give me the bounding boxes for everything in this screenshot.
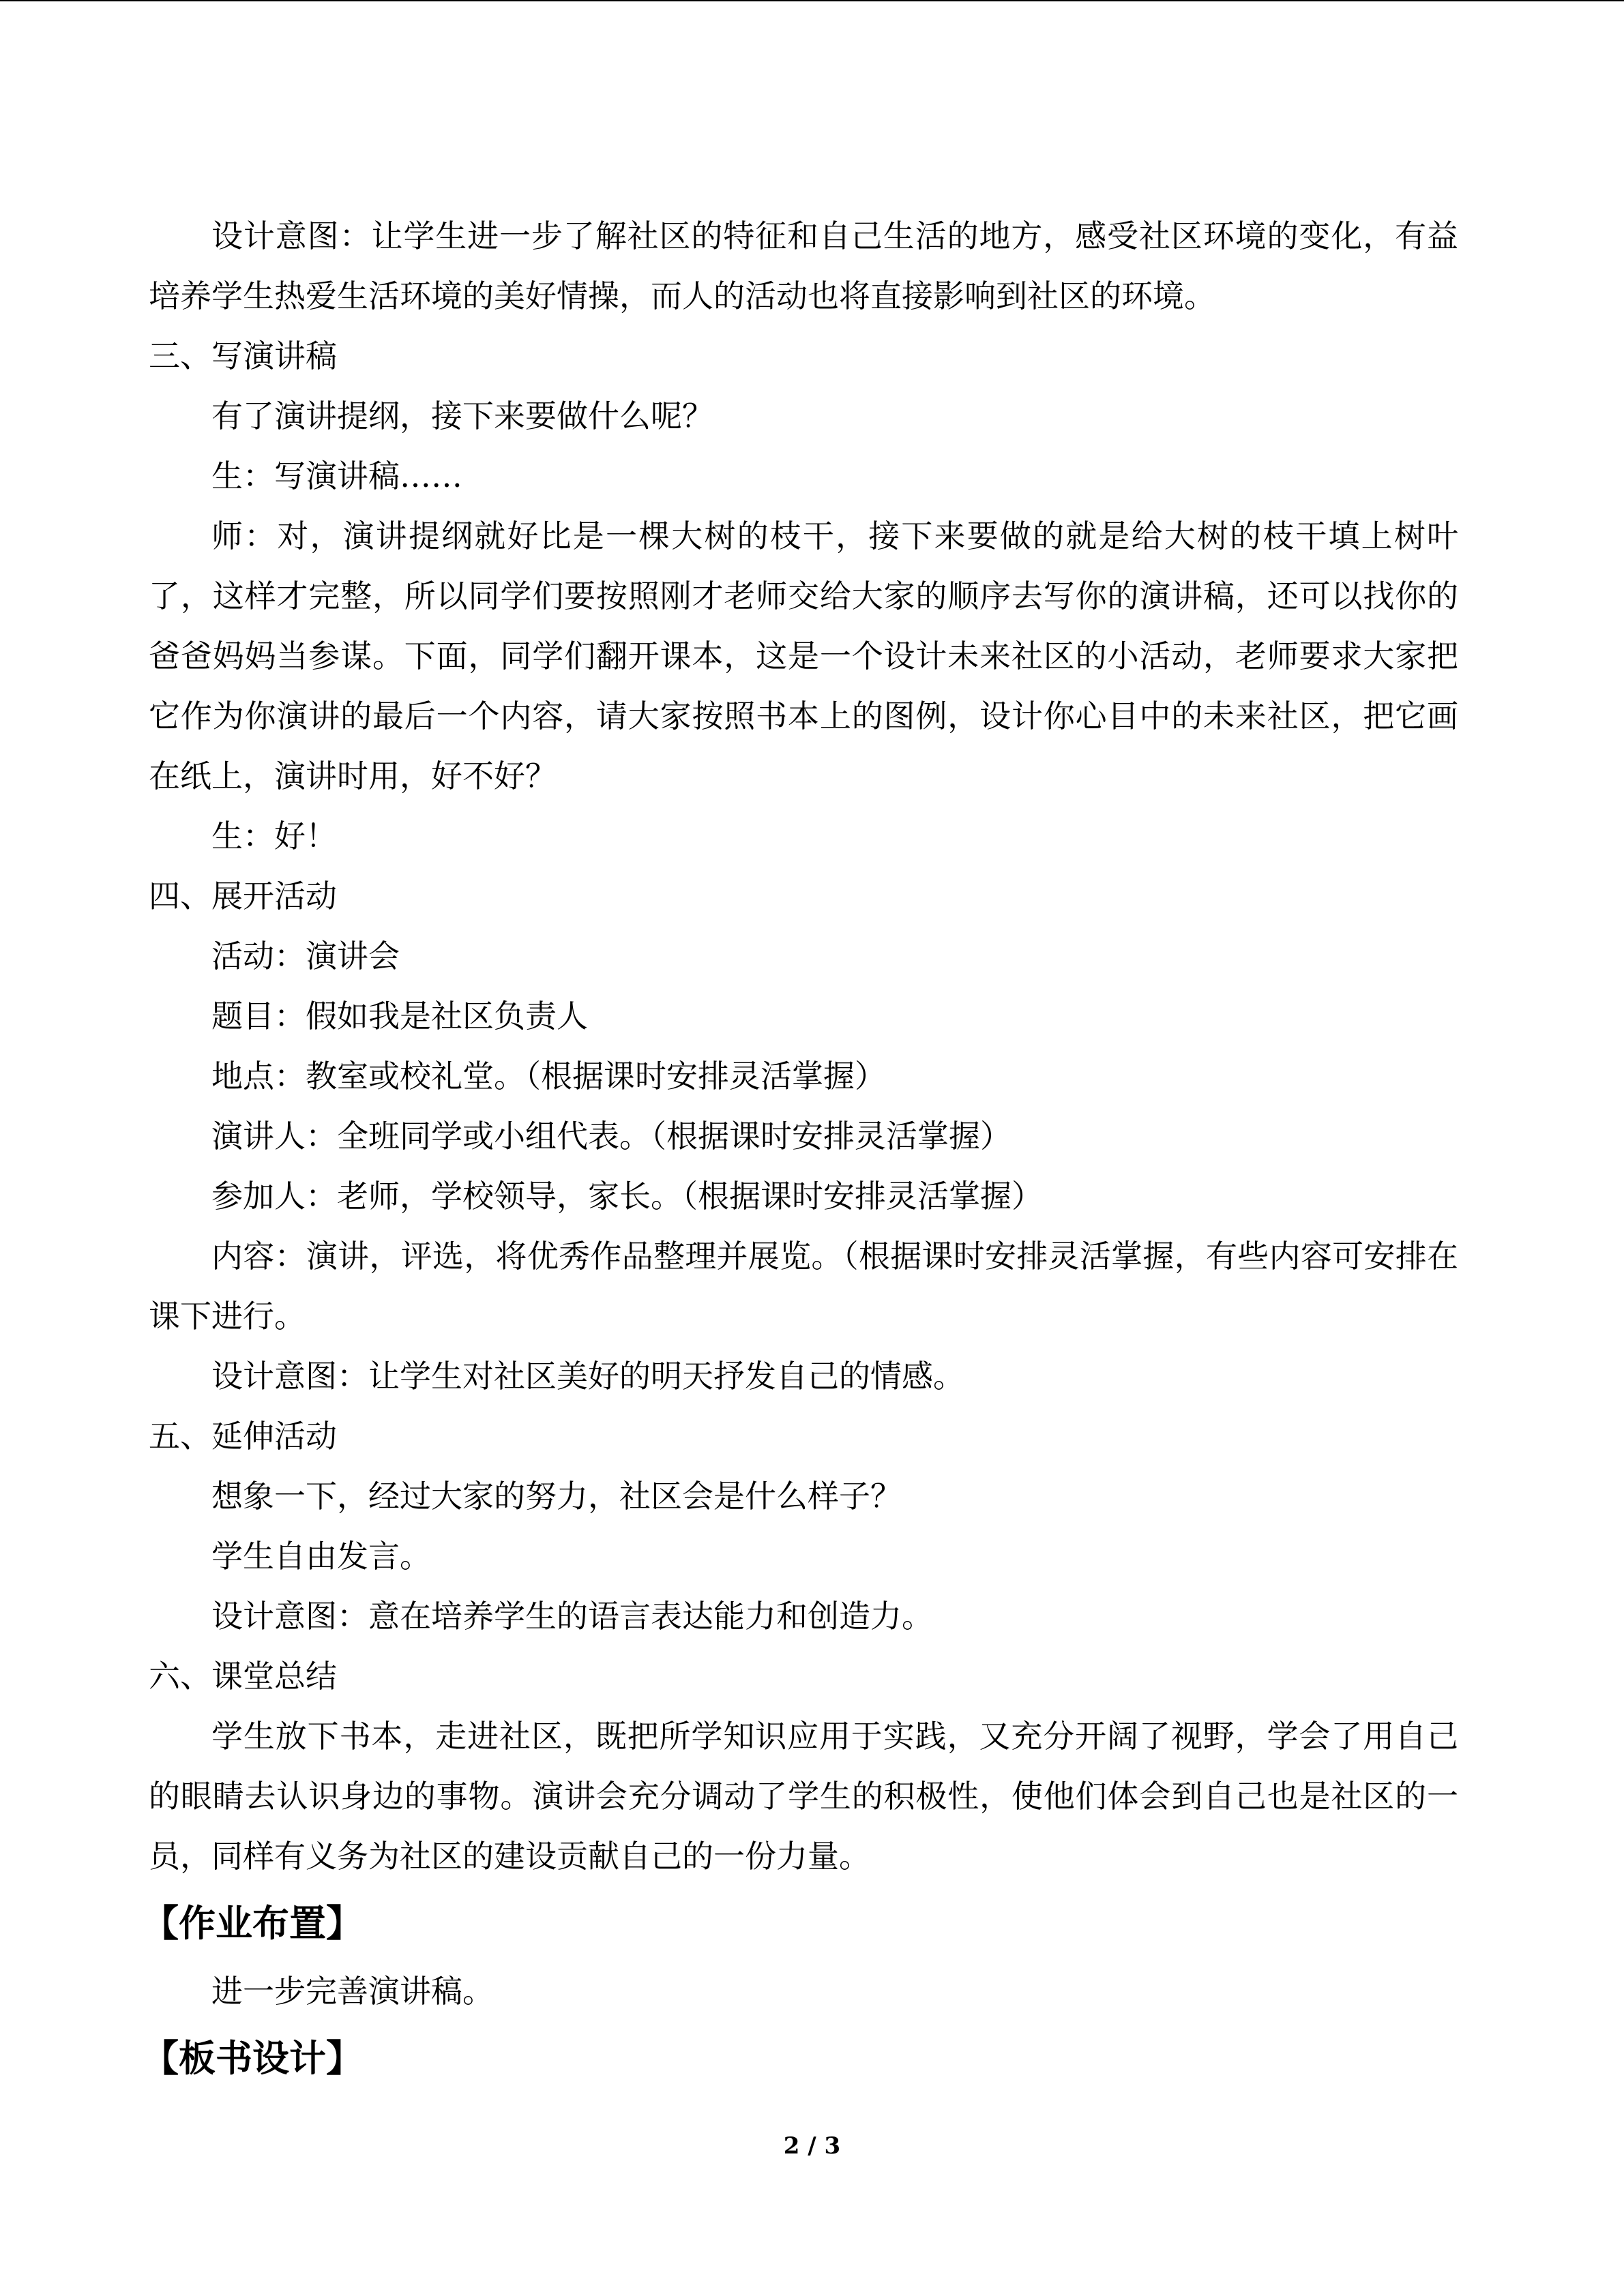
paragraph: 学生放下书本，走进社区，既把所学知识应用于实践，又充分开阔了视野，学会了用自己的眼睛去认识身边的事物。演讲会充分调动了学生的积极性，使他们体会到自己也是社区的一员，同样有义务为社区的建设贡献自己的一份力量。 <box>149 1718 1458 1875</box>
paragraph: 想象一下，经过大家的努力，社区会是什么样子？ <box>211 1478 902 1515</box>
section-title: 【板书设计】 <box>142 2037 363 2080</box>
section-title: 【作业布置】 <box>142 1902 363 1945</box>
paragraph: 内容：演讲，评选，将优秀作品整理并展览。（根据课时安排灵活掌握，有些内容可安排在课下进行。 <box>149 1238 1458 1335</box>
paragraph: 生：好！ <box>211 818 337 854</box>
paragraph: 进一步完善演讲稿。 <box>211 1973 494 2010</box>
paragraph: 活动：演讲会 <box>211 938 400 974</box>
subheading: 四、展开活动 <box>149 878 337 914</box>
subheading: 六、课堂总结 <box>149 1658 337 1695</box>
paragraph: 地点：教室或校礼堂。（根据课时安排灵活掌握） <box>211 1058 886 1094</box>
paragraph: 设计意图：让学生进一步了解社区的特征和自己生活的地方，感受社区环境的变化，有益培养学生热爱生活环境的美好情操，而人的活动也将直接影响到社区的环境。 <box>149 218 1458 314</box>
paragraph: 演讲人：全班同学或小组代表。（根据课时安排灵活掌握） <box>211 1118 1012 1154</box>
subheading: 五、延伸活动 <box>149 1418 337 1455</box>
subheading: 三、写演讲稿 <box>149 338 337 374</box>
page-number: 2 / 3 <box>783 2132 841 2160</box>
paragraph: 设计意图：让学生对社区美好的明天抒发自己的情感。 <box>211 1358 964 1395</box>
page-content <box>142 206 1458 2096</box>
paragraph: 师：对，演讲提纲就好比是一棵大树的枝干，接下来要做的就是给大树的枝干填上树叶了，这样才完整，所以同学们要按照刚才老师交给大家的顺序去写你的演讲稿，还可以找你的爸爸妈妈当参谋。下面，同学们翻开课本，这是一个设计未来社区的小活动，老师要求大家把它作为你演讲的最后一个内容，请大家按照书本上的图例，设计你心目中的未来社区，把它画在纸上，演讲时用，好不好？ <box>149 518 1458 794</box>
paragraph: 学生自由发言。 <box>211 1538 431 1575</box>
paragraph: 生：写演讲稿…… <box>211 458 462 494</box>
paragraph: 设计意图：意在培养学生的语言表达能力和创造力。 <box>211 1598 933 1635</box>
paragraph: 参加人：老师，学校领导，家长。（根据课时安排灵活掌握） <box>211 1178 1043 1214</box>
paragraph: 有了演讲提纲，接下来要做什么呢？ <box>211 398 713 434</box>
paragraph: 题目：假如我是社区负责人 <box>211 998 588 1034</box>
